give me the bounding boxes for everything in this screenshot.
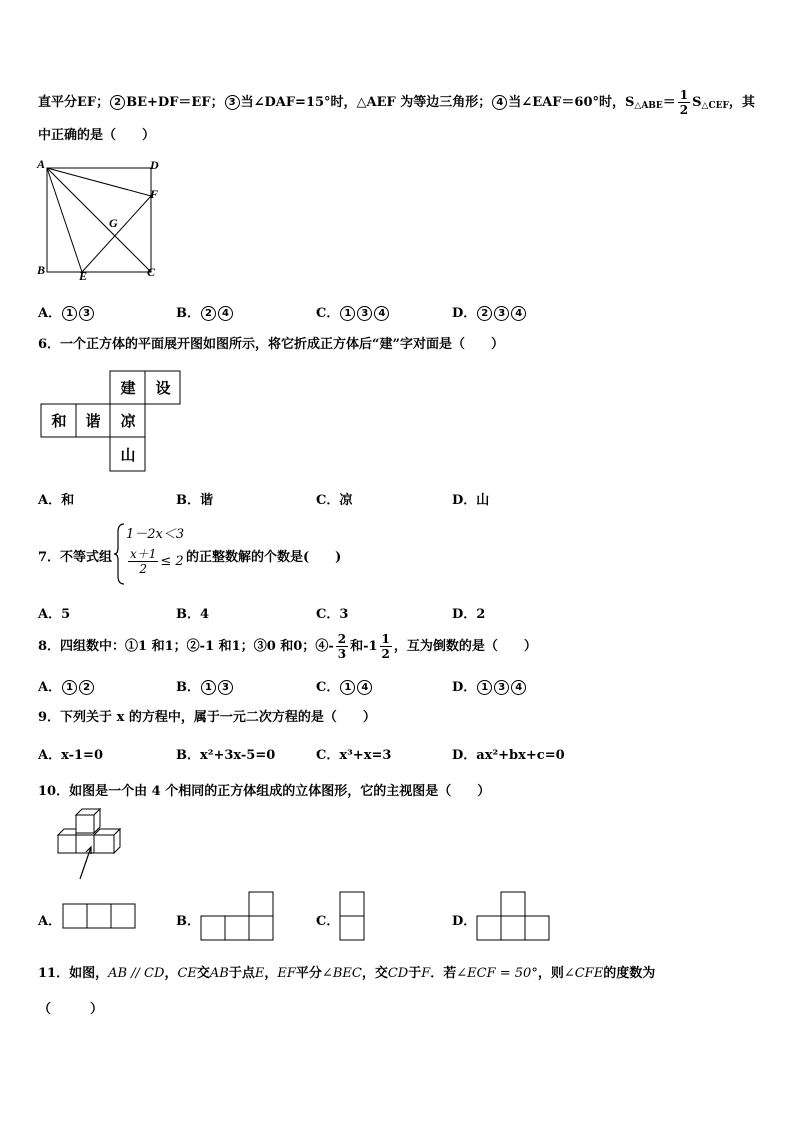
q6-option-b[interactable]: B．谐 bbox=[176, 493, 214, 508]
cell-shan: 山 bbox=[120, 446, 136, 464]
q6-question: 6．一个正方体的平面展开图如图所示，将它折成正方体后“建”字对面是（ ） bbox=[38, 337, 505, 352]
label-A: A bbox=[37, 157, 46, 171]
q7-inequality-2: $\frac{x+1}{2}$ ≤ 2 bbox=[130, 547, 184, 576]
q9-option-a[interactable]: A．x-1=0 bbox=[38, 748, 103, 763]
q9-option-c[interactable]: C．x³+x=3 bbox=[316, 748, 392, 763]
q5-fraction: $\frac{1}{2}$ bbox=[679, 88, 689, 117]
q5-text-b: BE+DF＝EF； bbox=[126, 95, 224, 110]
q7-brace bbox=[114, 522, 126, 586]
cell-xie: 谐 bbox=[85, 412, 101, 430]
cell-he: 和 bbox=[51, 412, 67, 430]
q8-question: 8．四组数中：①1 和1；②-1 和1；③0 和0；④- $\frac{2}{3}$ 和-1 $\frac{1}{2}$ ，互为倒数的是（ ） bbox=[38, 632, 537, 661]
q10-cube-figure bbox=[50, 807, 126, 883]
q7-option-a[interactable]: A．5 bbox=[38, 607, 71, 622]
q10-option-a[interactable]: A． bbox=[38, 914, 62, 929]
q6-cube-net bbox=[40, 370, 182, 476]
q10-option-c[interactable]: C． bbox=[316, 914, 340, 929]
label-D: D bbox=[150, 158, 159, 172]
cell-liang: 凉 bbox=[120, 412, 136, 430]
q9-question: 9．下列关于 x 的方程中，属于一元二次方程的是（ ） bbox=[38, 710, 376, 725]
label-F: F bbox=[150, 187, 159, 201]
q7-option-b[interactable]: B．4 bbox=[176, 607, 210, 622]
label-C: C bbox=[147, 265, 156, 279]
q5-sub-cef: △CEF bbox=[701, 101, 729, 111]
q7-prefix: 7．不等式组 bbox=[38, 550, 113, 565]
q8-option-a[interactable]: A． 1 2 bbox=[38, 676, 95, 695]
q6-option-c[interactable]: C．凉 bbox=[316, 493, 353, 508]
label-G: G bbox=[109, 216, 118, 230]
q10-option-c-figure[interactable] bbox=[339, 891, 366, 943]
cell-she: 设 bbox=[155, 379, 171, 397]
q5-square-figure bbox=[34, 156, 164, 286]
q10-option-d[interactable]: D． bbox=[452, 914, 477, 929]
label-B: B bbox=[37, 263, 46, 277]
q5-option-d[interactable]: D． 2 3 4 bbox=[452, 302, 527, 321]
q8-option-c[interactable]: C． 1 4 bbox=[316, 676, 373, 695]
q10-option-d-figure[interactable] bbox=[476, 891, 554, 943]
q7-suffix: 的正整数解的个数是( ) bbox=[186, 550, 342, 565]
q8-option-d[interactable]: D． 1 3 4 bbox=[452, 676, 527, 695]
q7-option-c[interactable]: C．3 bbox=[316, 607, 349, 622]
q11-answer-blank: （ ） bbox=[38, 1002, 104, 1017]
q10-question: 10．如图是一个由 4 个相同的正方体组成的立体图形，它的主视图是（ ） bbox=[38, 784, 491, 799]
q5-text-d: 当∠EAF＝60°时，S bbox=[508, 95, 635, 110]
cell-jian: 建 bbox=[120, 379, 136, 397]
q5-eq: ＝ bbox=[662, 95, 676, 110]
q6-option-a[interactable]: A．和 bbox=[38, 493, 75, 508]
circled-3: 3 bbox=[225, 95, 240, 110]
q5-s2: S bbox=[692, 95, 702, 110]
q5-option-a[interactable]: A． 1 3 bbox=[38, 302, 95, 321]
q5-sub-abe: △ABE bbox=[634, 101, 663, 111]
q5-text-c: 当∠DAF=15°时，△AEF 为等边三角形； bbox=[240, 95, 492, 110]
q10-option-a-figure[interactable] bbox=[62, 903, 138, 930]
circled-4: 4 bbox=[492, 95, 507, 110]
q5-option-c[interactable]: C． 1 3 4 bbox=[316, 302, 390, 321]
q8-option-b[interactable]: B． 1 3 bbox=[176, 676, 234, 695]
q9-option-b[interactable]: B．x²+3x-5=0 bbox=[176, 748, 276, 763]
q6-option-d[interactable]: D．山 bbox=[452, 493, 490, 508]
q5-line1 bbox=[38, 88, 755, 117]
q7-inequality-1: 1－2x＜3 bbox=[126, 527, 185, 542]
q10-option-b-figure[interactable] bbox=[200, 891, 276, 943]
q7-option-d[interactable]: D．2 bbox=[452, 607, 486, 622]
q10-option-b[interactable]: B． bbox=[176, 914, 200, 929]
q9-option-d[interactable]: D．ax²+bx+c=0 bbox=[452, 748, 565, 763]
q11-question: 11．如图，AB // CD，CE交AB于点E，EF平分∠BEC，交CD于F．若∠ECF = 50°，则∠CFE的度数为 bbox=[38, 966, 656, 981]
q5-text-a: 直平分EF； bbox=[38, 95, 110, 110]
circled-2: 2 bbox=[110, 95, 125, 110]
q5-line2: 中正确的是（ ） bbox=[38, 128, 156, 143]
q5-option-b[interactable]: B． 2 4 bbox=[176, 302, 234, 321]
q5-tail: ，其 bbox=[728, 95, 755, 110]
label-E: E bbox=[79, 269, 88, 283]
